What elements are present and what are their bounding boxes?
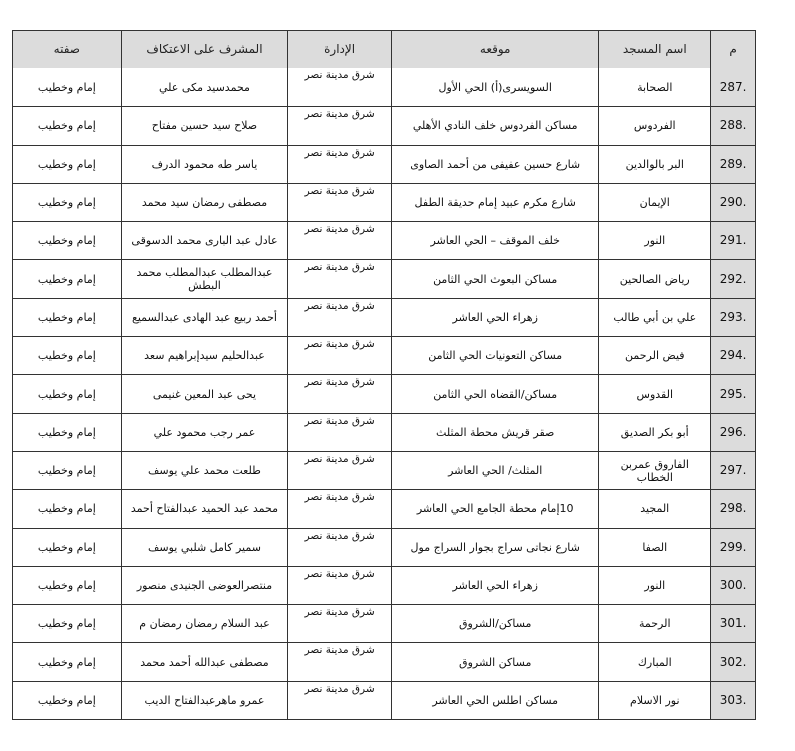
- cell-num: 289.: [710, 146, 755, 183]
- cell-role: إمام وخطيب: [37, 693, 96, 707]
- cell-num: 293.: [710, 299, 755, 336]
- cell-location: مساكن الفردوس خلف النادي الأهلي: [391, 107, 598, 144]
- table-row: [13, 374, 755, 412]
- cell-supervisor: صلاح سيد حسين مفتاح: [121, 107, 288, 144]
- cell-department: شرق مدينة نصر: [287, 682, 391, 719]
- cell-num: 297.: [710, 452, 755, 489]
- header-supervisor: المشرف على الاعتكاف: [121, 31, 288, 68]
- cell-location: مساكن الشروق: [391, 643, 598, 680]
- cell-role: إمام وخطيب: [37, 425, 96, 439]
- cell-supervisor: طلعت محمد علي يوسف: [121, 452, 288, 489]
- cell-num: 296.: [710, 414, 755, 451]
- cell-role: إمام وخطيب: [37, 540, 96, 554]
- table-row: [13, 451, 755, 489]
- cell-department: شرق مدينة نصر: [287, 299, 391, 336]
- cell-name: النور: [598, 222, 710, 259]
- cell-name: البر بالوالدين: [598, 146, 710, 183]
- cell-role: إمام وخطيب: [37, 349, 96, 363]
- cell-role: إمام وخطيب: [37, 196, 96, 210]
- table-row: [13, 528, 755, 566]
- cell-num: 295.: [710, 375, 755, 412]
- table-row: [13, 642, 755, 680]
- cell-department: شرق مدينة نصر: [287, 260, 391, 297]
- mosques-table: [12, 30, 756, 720]
- cell-name: الإيمان: [598, 184, 710, 221]
- cell-supervisor: عبدالحليم سيدإبراهيم سعد: [121, 337, 288, 374]
- cell-num: 287.: [710, 68, 755, 106]
- cell-supervisor: مصطفى عبدالله أحمد محمد: [121, 643, 288, 680]
- cell-num: 303.: [710, 682, 755, 719]
- cell-role: إمام وخطيب: [37, 579, 96, 592]
- table-row: [13, 413, 755, 451]
- cell-department: شرق مدينة نصر: [287, 107, 391, 144]
- cell-supervisor: عادل عبد البارى محمد الدسوقى: [121, 222, 288, 259]
- cell-location: السويسرى(أ) الحي الأول: [391, 68, 598, 106]
- table-row: [13, 604, 755, 642]
- cell-name: أبو بكر الصديق: [598, 414, 710, 451]
- cell-department: شرق مدينة نصر: [287, 643, 391, 680]
- cell-location: مساكن التعونيات الحي الثامن: [391, 337, 598, 374]
- cell-name: نور الاسلام: [598, 682, 710, 719]
- cell-supervisor: عبد السلام رمضان رمضان م: [121, 605, 288, 642]
- cell-num: 298.: [710, 490, 755, 527]
- cell-role: إمام وخطيب: [37, 655, 96, 669]
- cell-department: شرق مدينة نصر: [287, 490, 391, 527]
- cell-name: فيض الرحمن: [598, 337, 710, 374]
- header-department: الإدارة: [287, 31, 391, 68]
- cell-name: المبارك: [598, 643, 710, 680]
- cell-name: الفاروق عمربن الخطاب: [598, 452, 710, 489]
- cell-supervisor: عبدالمطلب عبدالمطلب محمد البطش: [121, 260, 288, 297]
- cell-location: زهراء الحي العاشر: [391, 567, 598, 604]
- cell-location: 10إمام محطة الجامع الحي العاشر: [391, 490, 598, 527]
- cell-supervisor: مصطفى رمضان سيد محمد: [121, 184, 288, 221]
- cell-location: صقر قريش محطة المثلث: [391, 414, 598, 451]
- table-row: [13, 489, 755, 527]
- header-name: اسم المسجد: [598, 31, 710, 68]
- cell-department: شرق مدينة نصر: [287, 146, 391, 183]
- table-row: [13, 221, 755, 259]
- cell-num: 300.: [710, 567, 755, 604]
- cell-supervisor: عمر رجب محمود علي: [121, 414, 288, 451]
- cell-name: الفردوس: [598, 107, 710, 144]
- cell-department: شرق مدينة نصر: [287, 414, 391, 451]
- table-row: [13, 183, 755, 221]
- table-row: [13, 566, 755, 604]
- cell-num: 302.: [710, 643, 755, 680]
- cell-supervisor: عمرو ماهرعبدالفتاح الديب: [121, 682, 288, 719]
- cell-name: الصحابة: [598, 68, 710, 106]
- cell-supervisor: سمير كامل شلبي يوسف: [121, 529, 288, 566]
- cell-location: زهراء الحي العاشر: [391, 299, 598, 336]
- cell-num: 292.: [710, 260, 755, 297]
- cell-num: 290.: [710, 184, 755, 221]
- cell-supervisor: ياسر طه محمود الدرف: [121, 146, 288, 183]
- cell-name: علي بن أبي طالب: [598, 299, 710, 336]
- cell-name: الصفا: [598, 529, 710, 566]
- table-header-row: [13, 31, 755, 68]
- table-row: [13, 145, 755, 183]
- table-row: [13, 68, 755, 106]
- cell-name: القدوس: [598, 375, 710, 412]
- cell-location: شارع نجاتى سراج بجوار السراج مول: [391, 529, 598, 566]
- table-row: [13, 106, 755, 144]
- cell-name: النور: [598, 567, 710, 604]
- cell-location: خلف الموقف – الحي العاشر: [391, 222, 598, 259]
- cell-supervisor: يحى عبد المعين غنيمى: [121, 375, 288, 412]
- cell-department: شرق مدينة نصر: [287, 375, 391, 412]
- cell-location: المثلث/ الحي العاشر: [391, 452, 598, 489]
- cell-role: إمام وخطيب: [37, 387, 96, 401]
- cell-department: شرق مدينة نصر: [287, 529, 391, 566]
- cell-department: شرق مدينة نصر: [287, 68, 391, 106]
- cell-role: إمام وخطيب: [37, 119, 96, 133]
- cell-location: شارع مكرم عبيد إمام حديقة الطفل: [391, 184, 598, 221]
- cell-num: 299.: [710, 529, 755, 566]
- cell-department: شرق مدينة نصر: [287, 337, 391, 374]
- cell-name: رياض الصالحين: [598, 260, 710, 297]
- table-row: [13, 336, 755, 374]
- cell-department: شرق مدينة نصر: [287, 452, 391, 489]
- cell-name: المجيد: [598, 490, 710, 527]
- cell-location: مساكن البعوث الحي الثامن: [391, 260, 598, 297]
- header-location: موقعه: [391, 31, 598, 68]
- cell-location: مساكن/الشروق: [391, 605, 598, 642]
- cell-role: إمام وخطيب: [37, 272, 96, 286]
- table-row: [13, 681, 755, 719]
- cell-department: شرق مدينة نصر: [287, 567, 391, 604]
- cell-role: إمام وخطيب: [37, 617, 96, 631]
- cell-num: 294.: [710, 337, 755, 374]
- cell-department: شرق مدينة نصر: [287, 222, 391, 259]
- cell-role: إمام وخطيب: [37, 502, 96, 516]
- header-role: صفته: [53, 42, 80, 56]
- cell-role: إمام وخطيب: [37, 80, 96, 94]
- header-num: م: [710, 31, 755, 68]
- cell-location: شارع حسين عفيفى من أحمد الصاوى: [391, 146, 598, 183]
- cell-num: 288.: [710, 107, 755, 144]
- cell-role: إمام وخطيب: [37, 310, 96, 324]
- cell-role: إمام وخطيب: [37, 157, 96, 171]
- cell-supervisor: محمد عبد الحميد عبدالفتاح أحمد: [121, 490, 288, 527]
- cell-supervisor: أحمد ربيع عبد الهادى عبدالسميع: [121, 299, 288, 336]
- cell-location: مساكن/القضاه الحي الثامن: [391, 375, 598, 412]
- cell-num: 301.: [710, 605, 755, 642]
- cell-supervisor: محمدسيد مكى علي: [121, 68, 288, 106]
- cell-num: 291.: [710, 222, 755, 259]
- table-row: [13, 298, 755, 336]
- cell-supervisor: منتصرالعوضى الجنيدى منصور: [121, 567, 288, 604]
- cell-role: إمام وخطيب: [37, 464, 96, 478]
- cell-name: الرحمة: [598, 605, 710, 642]
- table-row: [13, 259, 755, 297]
- cell-location: مساكن اطلس الحي العاشر: [391, 682, 598, 719]
- cell-department: شرق مدينة نصر: [287, 184, 391, 221]
- cell-department: شرق مدينة نصر: [287, 605, 391, 642]
- cell-role: إمام وخطيب: [37, 234, 96, 248]
